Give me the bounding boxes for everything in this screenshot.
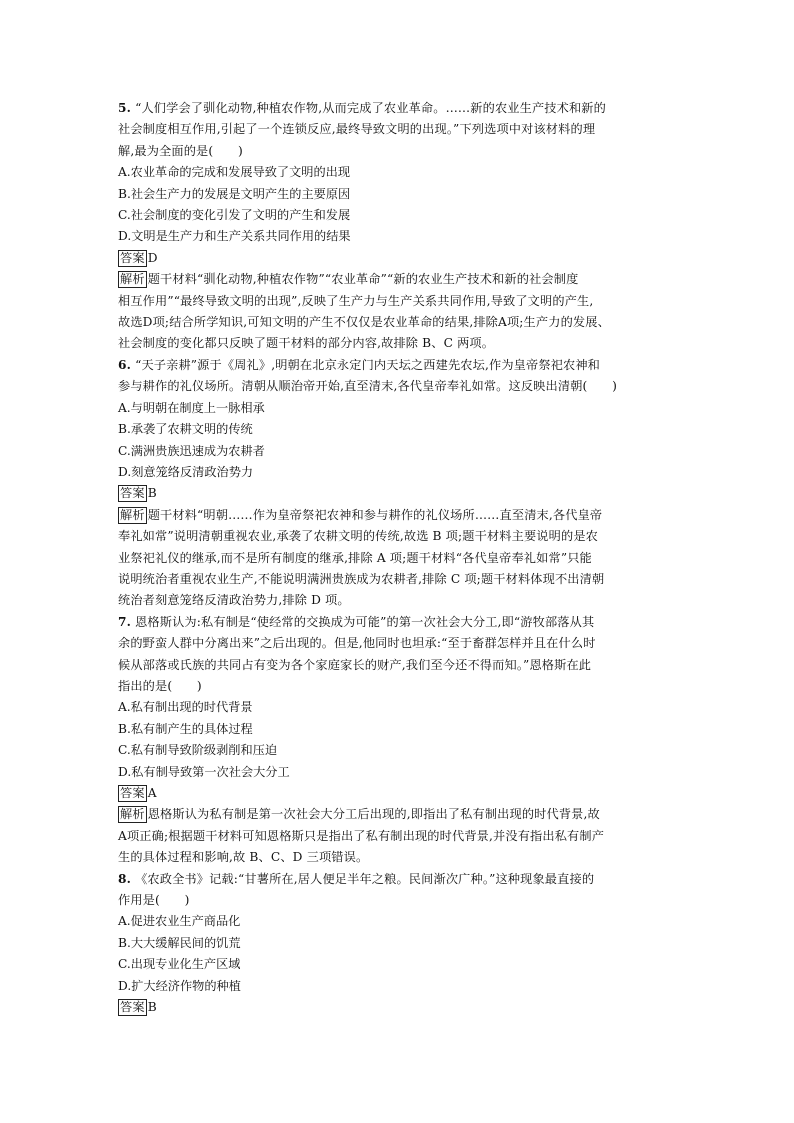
question-stem-line	[118, 612, 678, 633]
answer-line	[118, 483, 678, 504]
stem-text: 作用是( )	[118, 893, 190, 908]
analysis-text: 恩格斯认为私有制是第一次社会大分工后出现的,即指出了私有制出现的时代背景,故	[147, 807, 600, 822]
question-block	[118, 612, 678, 869]
analysis-text: 题干材料“驯化动物,种植农作物”“农业革命”“新的农业生产技术和新的社会制度	[147, 272, 579, 287]
analysis-line	[118, 804, 678, 825]
answer-option: B.大大缓解民间的饥荒	[118, 935, 241, 950]
analysis-text: A项正确;根据题干材料可知恩格斯只是指出了私有制出现的时代背景,并没有指出私有制产	[118, 828, 605, 843]
answer-option: B.社会生产力的发展是文明产生的主要原因	[118, 186, 351, 201]
analysis-label: 解析	[120, 272, 145, 287]
question-stem-line	[118, 355, 678, 376]
stem-text: 余的野蛮人群中分离出来”之后出现的。但是,他同时也坦承:“至于畜群怎样并且在什么时	[118, 636, 596, 651]
analysis-line	[118, 333, 678, 354]
answer-option: C.满洲贵族迅速成为农耕者	[118, 443, 265, 458]
stem-text: 社会制度相互作用,引起了一个连锁反应,最终导致文明的出现。”下列选项中对该材料的理	[118, 122, 596, 137]
analysis-line	[118, 569, 678, 590]
analysis-line	[118, 312, 678, 333]
stem-text: 《农政全书》记载:“甘薯所在,居人便足半年之粮。民间渐次广种。”这种现象最直接的	[135, 871, 595, 886]
answer-line	[118, 248, 678, 269]
analysis-line	[118, 291, 678, 312]
answer-option: A.与明朝在制度上一脉相承	[118, 400, 265, 415]
analysis-text: 题干材料“明朝……作为皇帝祭祀农神和参与耕作的礼仪场所……直至清末,各代皇帝	[147, 507, 603, 522]
analysis-label: 解析	[120, 507, 145, 522]
stem-text: 解,最为全面的是( )	[118, 143, 243, 158]
answer-option: D.私有制导致第一次社会大分工	[118, 764, 290, 779]
stem-text: 参与耕作的礼仪场所。清朝从顺治帝开始,直至清末,各代皇帝奉礼如常。这反映出清朝( )	[118, 379, 618, 394]
analysis-text: 生的具体过程和影响,故 B、C、D 三项错误。	[118, 850, 369, 865]
analysis-line	[118, 505, 678, 526]
answer-label: 答案	[120, 486, 145, 501]
answer-value: D	[147, 250, 158, 265]
question-stem-line	[118, 869, 678, 890]
analysis-text: 统治者刻意笼络反清政治势力,排除 D 项。	[118, 593, 350, 608]
answer-option: A.农业革命的完成和发展导致了文明的出现	[118, 165, 351, 180]
analysis-text: 说明统治者重视农业生产,不能说明满洲贵族成为农耕者,排除 C 项;题干材料体现不出清朝	[118, 571, 605, 586]
analysis-text: 社会制度的变化都只反映了题干材料的部分内容,故排除 B、C 两项。	[118, 336, 495, 351]
answer-option: D.扩大经济作物的种植	[118, 978, 241, 993]
answer-option: D.刻意笼络反清政治势力	[118, 464, 254, 479]
answer-value: A	[147, 786, 157, 800]
analysis-text: 故选D项;结合所学知识,可知文明的产生不仅仅是农业革命的结果,排除A项;生产力的发展、	[118, 315, 610, 330]
question-block	[118, 355, 678, 612]
answer-option: A.促进农业生产商品化	[118, 914, 241, 929]
question-stem-line	[118, 98, 678, 119]
answer-option: B.承袭了农耕文明的传统	[118, 422, 253, 437]
analysis-line	[118, 269, 678, 290]
question-stem-line	[118, 676, 678, 697]
question-number: 6.	[118, 357, 132, 372]
question-stem-line	[118, 376, 678, 397]
analysis-text: 相互作用”“最终导致文明的出现”,反映了生产力与生产关系共同作用,导致了文明的产生,	[118, 293, 594, 308]
document-page	[118, 98, 678, 1018]
answer-label: 答案	[120, 250, 145, 265]
answer-line	[118, 783, 678, 804]
question-stem-line	[118, 655, 678, 676]
answer-label: 答案	[120, 1000, 145, 1015]
answer-option: A.私有制出现的时代背景	[118, 700, 253, 715]
answer-label: 答案	[120, 786, 145, 800]
answer-option: C.社会制度的变化引发了文明的产生和发展	[118, 208, 351, 223]
question-number: 8.	[118, 871, 132, 886]
analysis-text: 奉礼如常”说明清朝重视农业,承袭了农耕文明的传统,故选 B 项;题干材料主要说明的是农	[118, 529, 598, 544]
stem-text: 候从部落或氏族的共同占有变为各个家庭家长的财产,我们至今还不得而知。”恩格斯在此	[118, 657, 592, 672]
stem-text: 指出的是( )	[118, 678, 202, 693]
answer-value: B	[147, 486, 157, 501]
question-stem-line	[118, 633, 678, 654]
analysis-label: 解析	[120, 807, 145, 822]
question-block	[118, 869, 678, 1019]
question-block	[118, 98, 678, 355]
analysis-line	[118, 590, 678, 611]
answer-option: D.文明是生产力和生产关系共同作用的结果	[118, 229, 351, 244]
question-stem-line	[118, 119, 678, 140]
stem-text: “天子亲耕”源于《周礼》,明朝在北京永定门内天坛之西建先农坛,作为皇帝祭祀农神和	[135, 357, 601, 372]
question-stem-line	[118, 890, 678, 911]
question-number: 7.	[118, 614, 132, 629]
stem-text: 恩格斯认为:私有制是“使经常的交换成为可能”的第一次社会大分工,即“游牧部落从其	[135, 614, 595, 629]
question-number: 5.	[118, 101, 132, 115]
stem-text: “人们学会了驯化动物,种植农作物,从而完成了农业革命。……新的农业生产技术和新的	[135, 101, 606, 115]
answer-value: B	[147, 1000, 157, 1015]
answer-option: C.私有制导致阶级剥削和压迫	[118, 743, 278, 758]
analysis-line	[118, 526, 678, 547]
answer-option: C.出现专业化生产区域	[118, 957, 241, 972]
answer-line	[118, 997, 678, 1018]
answer-option: B.私有制产生的具体过程	[118, 721, 253, 736]
analysis-line	[118, 826, 678, 847]
analysis-line	[118, 847, 678, 868]
analysis-line	[118, 548, 678, 569]
question-stem-line	[118, 141, 678, 162]
analysis-text: 业祭祀礼仪的继承,而不是所有制度的继承,排除 A 项;题干材料“各代皇帝奉礼如常”只能	[118, 550, 592, 565]
